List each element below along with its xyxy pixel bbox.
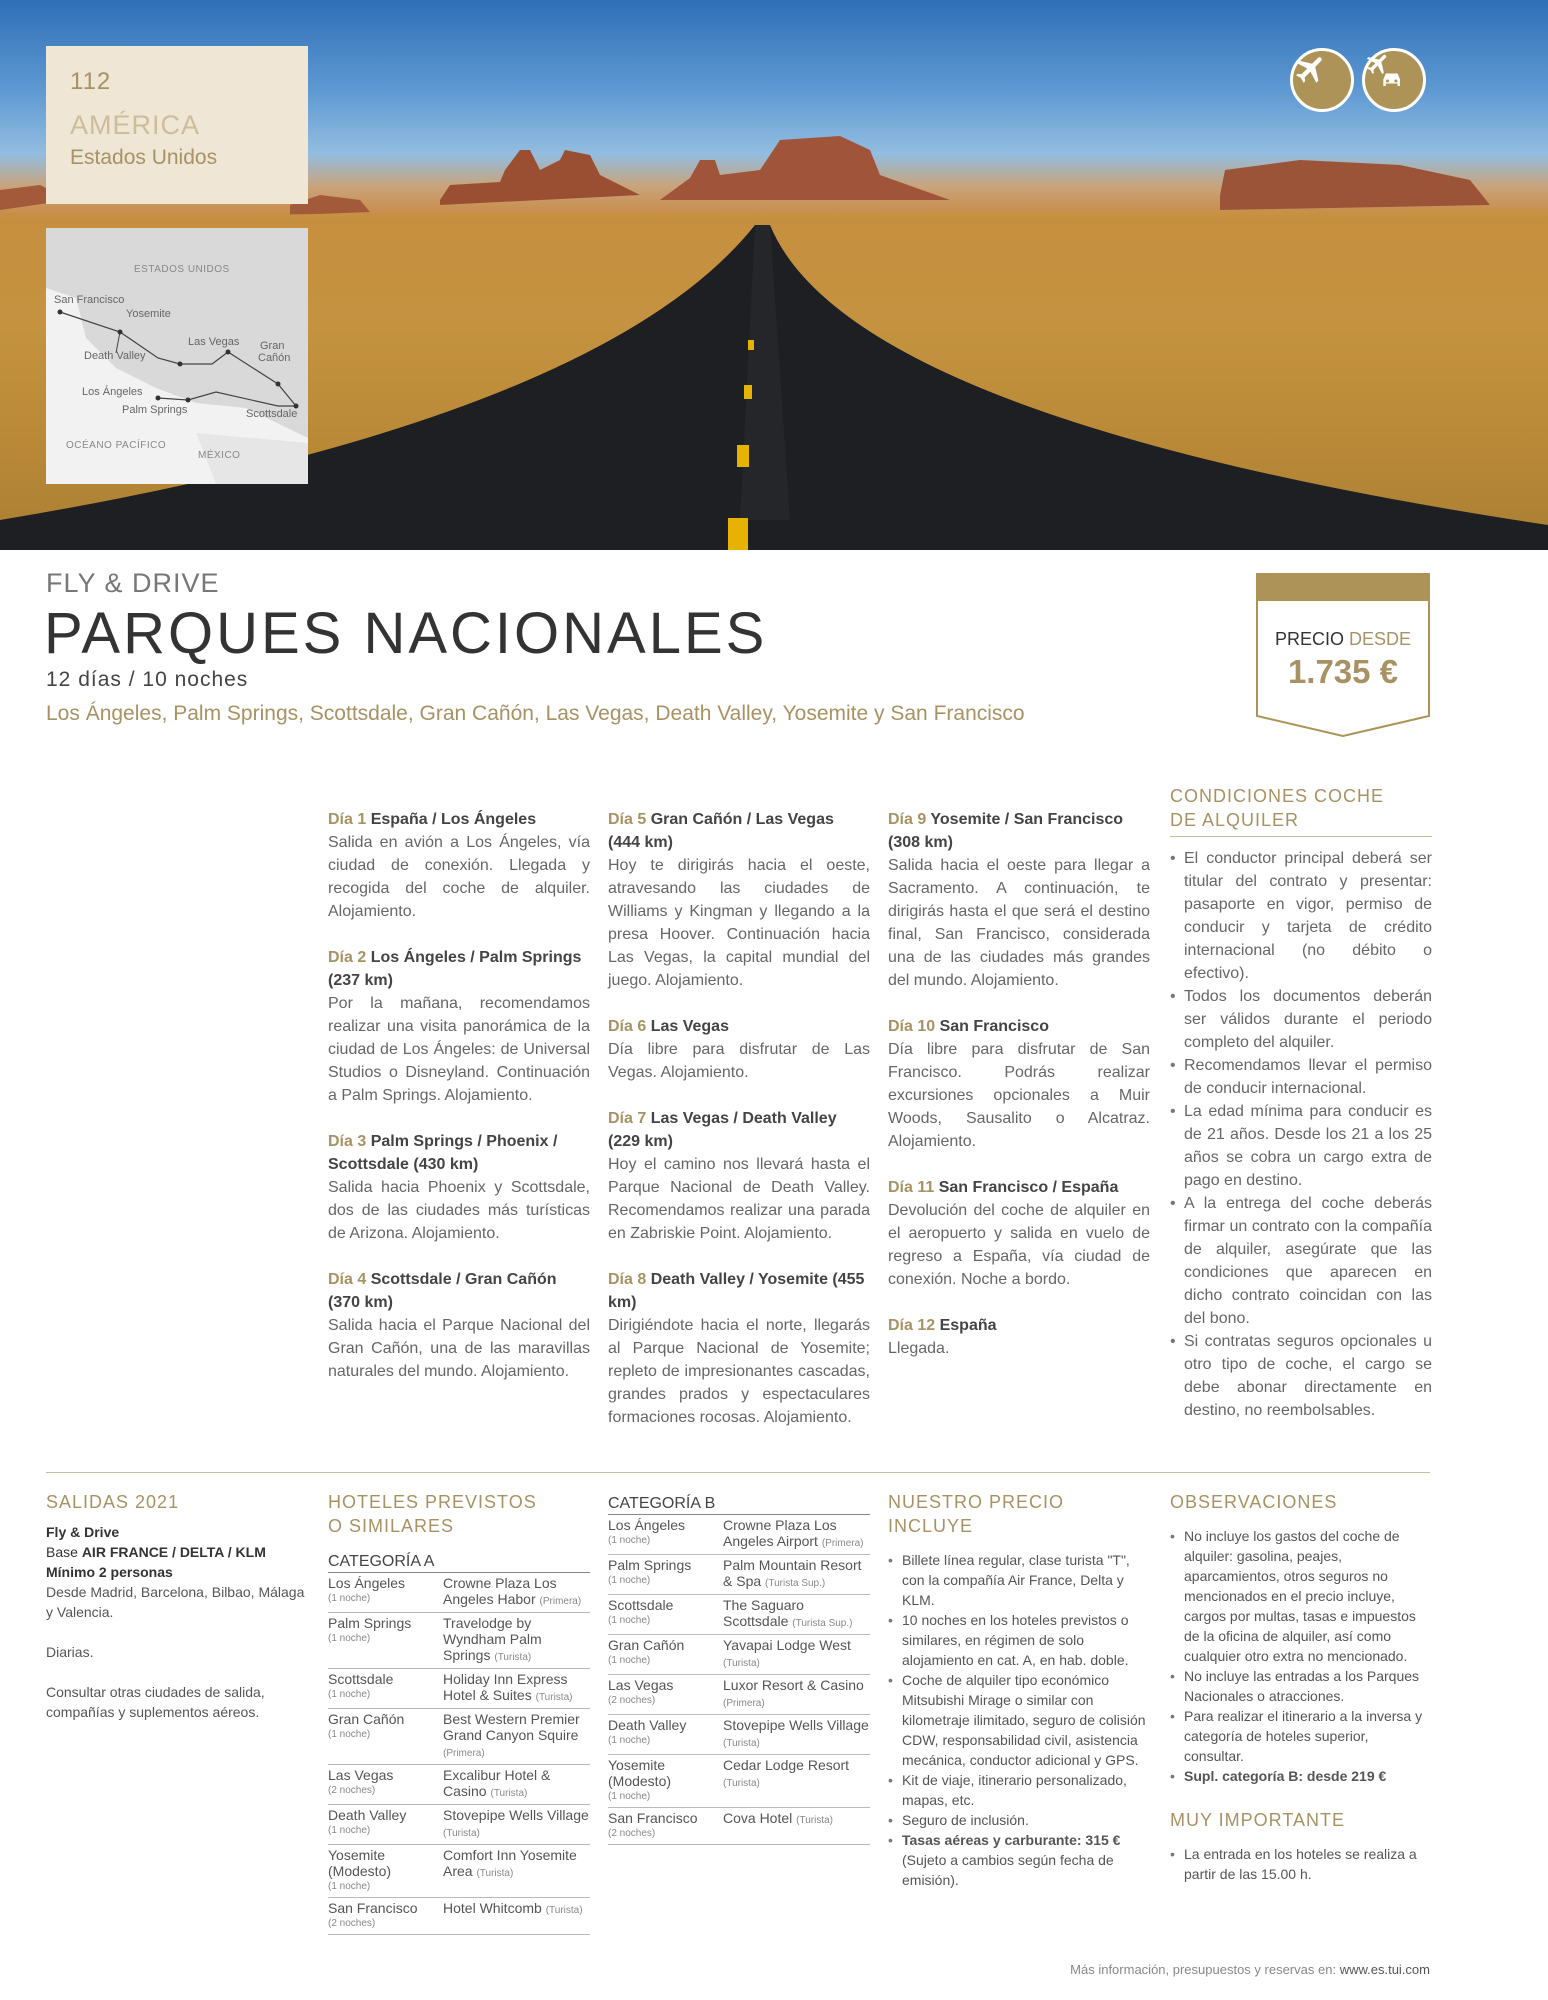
- day-title: Scottsdale / Gran Cañón (370 km): [328, 1271, 557, 1311]
- list-item: • No incluye los gastos del coche de alquiler: gasolina, peajes, aparcamientos, otros seguros no mencionados en el precio incluye, cargos por multas, tasas e impuestos de la oficina de alquiler, así como cualquier otro extra no mencionado.: [1170, 1526, 1432, 1666]
- day-heading: [328, 946, 590, 992]
- hotel-category: (Turista): [490, 1788, 528, 1799]
- supplement-text: Supl. categoría B: desde 219 €: [1184, 1768, 1387, 1784]
- hotel-name: Cedar Lodge Resort: [723, 1757, 850, 1773]
- observations-list: [1170, 1526, 1432, 1786]
- trip-kicker: FLY & DRIVE: [46, 568, 220, 598]
- day-text: Dirigiéndote hacia el norte, llegarás al Parque Nacional de Yosemite; repleto de impresionantes cascadas, grandes prados y espectaculares formaciones rocosas. Alojamiento.: [608, 1317, 870, 1426]
- day-text: Devolución del coche de alquiler en el aeropuerto y salida en vuelo de regreso a España, vía ciudad de conexión. Noche a bordo.: [888, 1202, 1150, 1288]
- day-title: Death Valley / Yosemite (455 km): [608, 1271, 865, 1311]
- country-label: Estados Unidos: [70, 146, 218, 169]
- table-row: [608, 1635, 870, 1675]
- table-row: [328, 1613, 590, 1669]
- important-title: MUY IMPORTANTE: [1170, 1810, 1346, 1830]
- day-title: Las Vegas / Death Valley (229 km): [608, 1110, 837, 1150]
- table-row: [608, 1675, 870, 1715]
- day-entry: [608, 1107, 870, 1245]
- table-row: [328, 1573, 590, 1613]
- hotel-name: Stovepipe Wells Village: [723, 1717, 869, 1733]
- day-title: San Francisco / España: [938, 1179, 1119, 1196]
- page-tag: [46, 46, 308, 204]
- itinerary-column-3: [888, 808, 1150, 1383]
- region-label: AMÉRICA: [70, 110, 201, 140]
- day-entry: [328, 808, 590, 923]
- hotel-name: Excalibur Hotel & Casino: [443, 1767, 551, 1799]
- day-number: Día 6: [608, 1018, 647, 1035]
- page-number: 112: [70, 68, 112, 95]
- hotel-nights: (1 noche): [608, 1791, 651, 1802]
- observations-title: OBSERVACIONES: [1170, 1492, 1338, 1512]
- hotel-name: Yavapai Lodge West: [723, 1637, 851, 1653]
- map-ocean-label: OCÉANO PACÍFICO: [66, 440, 167, 451]
- day-entry: [608, 1015, 870, 1084]
- departures-prefix: Base: [46, 1544, 82, 1560]
- tax-note: (Sujeto a cambios según fecha de emisión).: [902, 1852, 1114, 1888]
- divider: [46, 1472, 1430, 1473]
- hotel-category: (Turista): [443, 1828, 480, 1839]
- day-title: Yosemite / San Francisco (308 km): [888, 811, 1124, 851]
- hotel-table-a: [328, 1573, 590, 1935]
- list-item: • La edad mínima para conducir es de 21 años. Desde los 21 a los 25 años se cobra un cargo extra de pago en destino.: [1170, 1100, 1432, 1192]
- departures-line: [46, 1542, 308, 1562]
- day-text: Hoy te dirigirás hacia el oeste, atravesando las ciudades de Williams y Kingman y llegando a la presa Hoover. Continuación hacia Las Vegas, la capital mundial del juego. Alojamiento.: [608, 857, 870, 989]
- day-title: Los Ángeles / Palm Springs (237 km): [328, 949, 582, 989]
- day-entry: [888, 1176, 1150, 1291]
- hotel-category: (Primera): [539, 1596, 582, 1607]
- departures-airlines: AIR FRANCE / DELTA / KLM: [81, 1544, 266, 1560]
- car-conditions-title-line: CONDICIONES COCHE: [1170, 786, 1385, 806]
- table-row: [608, 1808, 870, 1845]
- day-title: España: [939, 1317, 997, 1334]
- day-entry: [328, 1130, 590, 1245]
- hotels-title: HOTELES PREVISTOS O SIMILARES: [328, 1492, 537, 1536]
- hotel-nights: (2 noches): [328, 1785, 376, 1796]
- hotel-name: Travelodge by Wyndham Palm Springs: [443, 1615, 542, 1663]
- map-mexico-label: MÉXICO: [198, 450, 241, 461]
- day-text: Salida hacia el oeste para llegar a Sacramento. A continuación, te dirigirás hasta el que será el destino final, San Francisco, considerada una de las ciudades más grandes del mundo. Alojamiento.: [888, 857, 1150, 989]
- price-includes-title: NUESTRO PRECIO INCLUYE: [888, 1492, 1065, 1536]
- hotel-nights: (1 noche): [328, 1593, 371, 1604]
- hotel-category: (Turista): [796, 1815, 834, 1826]
- category-b-title: CATEGORÍA B: [608, 1494, 870, 1515]
- day-entry: [608, 808, 870, 992]
- list-item: • El conductor principal deberá ser titular del contrato y presentar: pasaporte en vigor, permiso de conducir y tarjeta de crédito internacional (no débito o efectivo).: [1170, 847, 1432, 985]
- day-number: Día 10: [888, 1018, 936, 1035]
- trip-duration: 12 días / 10 noches: [46, 668, 249, 691]
- hotel-nights: (2 noches): [608, 1695, 656, 1706]
- day-title: Gran Cañón / Las Vegas (444 km): [608, 811, 834, 851]
- hotel-name: Stovepipe Wells Village: [443, 1807, 589, 1823]
- important-list: [1170, 1844, 1432, 1884]
- hotel-nights: (1 noche): [328, 1729, 371, 1740]
- list-item: • 10 noches en los hoteles previstos o similares, en régimen de solo alojamiento en cat. A, en hab. doble.: [888, 1610, 1150, 1670]
- hotel-nights: (1 noche): [608, 1735, 651, 1746]
- map-city-label: Las Vegas: [188, 336, 240, 348]
- map-country-label: ESTADOS UNIDOS: [134, 264, 230, 275]
- hotel-category: (Turista Sup.): [765, 1578, 826, 1589]
- day-entry: [328, 1268, 590, 1383]
- day-heading: [328, 1130, 590, 1176]
- day-entry: [888, 1015, 1150, 1153]
- hotel-name: Crowne Plaza Los Angeles Airport: [723, 1517, 837, 1549]
- hotel-city: Yosemite (Modesto): [328, 1847, 392, 1879]
- hotel-nights: (1 noche): [608, 1655, 651, 1666]
- day-text: Salida en avión a Los Ángeles, vía ciudad de conexión. Llegada y recogida del coche de alquiler. Alojamiento.: [328, 834, 590, 920]
- category-a-title: CATEGORÍA A: [328, 1552, 590, 1573]
- list-item: • Para realizar el itinerario a la inversa y categoría de hoteles superior, consultar.: [1170, 1706, 1432, 1766]
- list-item: • Todos los documentos deberán ser válidos durante el periodo completo del alquiler.: [1170, 985, 1432, 1054]
- hotel-name: Luxor Resort & Casino: [723, 1677, 864, 1693]
- table-row: [328, 1709, 590, 1765]
- car-conditions-title: [1170, 784, 1432, 832]
- departures-line: Fly & Drive: [46, 1524, 120, 1540]
- table-row: [328, 1805, 590, 1845]
- day-entry: [328, 946, 590, 1107]
- hotel-city: Palm Springs: [328, 1615, 412, 1631]
- footer-text: Más información, presupuestos y reservas en:: [1070, 1962, 1337, 1977]
- day-heading: [888, 1314, 1150, 1337]
- hotel-category: (Turista): [723, 1778, 760, 1789]
- table-row: [608, 1515, 870, 1555]
- table-row: [608, 1755, 870, 1808]
- itinerary-column-2: [608, 808, 870, 1452]
- page-title: PARQUES NACIONALES: [44, 601, 768, 666]
- hotel-category: (Turista): [545, 1905, 583, 1916]
- list-item: [1170, 1766, 1432, 1786]
- hotel-category: (Turista): [723, 1738, 760, 1749]
- table-row: [608, 1555, 870, 1595]
- day-text: Día libre para disfrutar de Las Vegas. Alojamiento.: [608, 1041, 870, 1081]
- table-row: [328, 1669, 590, 1709]
- map-city-label: Cañón: [258, 352, 291, 364]
- departures-line: Mínimo 2 personas: [46, 1564, 173, 1580]
- hotel-name: Comfort Inn Yosemite Area: [443, 1847, 577, 1879]
- hotel-city: Death Valley: [328, 1807, 407, 1823]
- hotel-nights: (1 noche): [328, 1825, 371, 1836]
- day-title: España / Los Ángeles: [370, 811, 537, 828]
- day-entry: [608, 1268, 870, 1429]
- hotel-city: Scottsdale: [608, 1597, 674, 1613]
- price-label: [1256, 629, 1430, 650]
- list-item: • Si contratas seguros opcionales u otro tipo de coche, el cargo se debe abonar directamente en destino, no reembolsables.: [1170, 1330, 1432, 1422]
- trip-cities: Los Ángeles, Palm Springs, Scottsdale, Gran Cañón, Las Vegas, Death Valley, Yosemite y San Francisco: [46, 702, 1025, 725]
- price-includes-section: [888, 1490, 1150, 1890]
- list-item: • Recomendamos llevar el permiso de conducir internacional.: [1170, 1054, 1432, 1100]
- departures-line: Desde Madrid, Barcelona, Bilbao, Málaga y Valencia.: [46, 1584, 305, 1620]
- hotel-nights: (1 noche): [328, 1633, 371, 1644]
- day-text: Llegada.: [888, 1340, 950, 1357]
- map-city-label: Palm Springs: [122, 404, 188, 416]
- hero-image: [0, 0, 1548, 550]
- departures-line: Diarias.: [46, 1644, 94, 1660]
- price-label-text: PRECIO: [1274, 629, 1344, 649]
- hotels-section: [328, 1490, 590, 1935]
- car-conditions-title-line: DE ALQUILER: [1170, 810, 1300, 830]
- car-conditions: [1170, 784, 1432, 1422]
- day-title: San Francisco: [939, 1018, 1049, 1035]
- day-heading: [888, 1176, 1150, 1199]
- hotel-category: (Primera): [821, 1538, 864, 1549]
- map-city-label: Death Valley: [84, 350, 146, 362]
- hotel-city: Scottsdale: [328, 1671, 394, 1687]
- departures-line: Consultar otras ciudades de salida, compañías y suplementos aéreos.: [46, 1684, 265, 1720]
- list-item: • A la entrega del coche deberás firmar un contrato con la compañía de alquiler, asegúrate que las condiciones que aparecen en dicho contrato coincidan con las del bono.: [1170, 1192, 1432, 1330]
- hotel-city: San Francisco: [328, 1900, 418, 1916]
- table-row: [328, 1845, 590, 1898]
- hotel-category: (Primera): [723, 1698, 765, 1709]
- hotel-city: Las Vegas: [328, 1767, 394, 1783]
- map-city-label: Gran: [260, 340, 285, 352]
- hotel-city: Gran Cañón: [608, 1637, 685, 1653]
- day-heading: [328, 808, 590, 831]
- hotel-nights: (1 noche): [608, 1535, 651, 1546]
- tax-amount: Tasas aéreas y carburante: 315 €: [902, 1832, 1121, 1848]
- hotel-city: Palm Springs: [608, 1557, 692, 1573]
- day-heading: [608, 808, 870, 854]
- hotel-name: Palm Mountain Resort & Spa: [723, 1557, 862, 1589]
- day-text: Hoy el camino nos llevará hasta el Parque Nacional de Death Valley. Recomendamos realizar una parada en Zabriskie Point. Alojamiento.: [608, 1156, 870, 1242]
- day-number: Día 2: [328, 949, 367, 966]
- price-label-accent: DESDE: [1349, 629, 1412, 649]
- hotel-name: Cova Hotel: [723, 1810, 793, 1826]
- list-item: • No incluye las entradas a los Parques Nacionales o atracciones.: [1170, 1666, 1432, 1706]
- hotel-city: Yosemite (Modesto): [608, 1757, 672, 1789]
- price-value: 1.735 €: [1287, 653, 1399, 690]
- list-item: • La entrada en los hoteles se realiza a partir de las 15.00 h.: [1170, 1844, 1432, 1884]
- hotel-name: Best Western Premier Grand Canyon Squire: [443, 1711, 580, 1743]
- day-entry: [888, 1314, 1150, 1360]
- day-number: Día 3: [328, 1133, 367, 1150]
- day-heading: [888, 808, 1150, 854]
- list-item: [888, 1830, 1150, 1890]
- hotel-nights: (1 noche): [608, 1615, 651, 1626]
- day-text: Salida hacia el Parque Nacional del Gran Cañón, una de las maravillas naturales del mundo. Alojamiento.: [328, 1317, 590, 1380]
- price-badge: [1256, 573, 1430, 737]
- hotel-city: Las Vegas: [608, 1677, 674, 1693]
- table-row: [328, 1898, 590, 1935]
- day-number: Día 9: [888, 811, 927, 828]
- day-title: Palm Springs / Phoenix / Scottsdale (430 km): [328, 1133, 558, 1173]
- map-city-label: Yosemite: [126, 308, 171, 320]
- hotel-name: Crowne Plaza Los Angeles Habor: [443, 1575, 557, 1607]
- day-heading: [888, 1015, 1150, 1038]
- day-title: Las Vegas: [650, 1018, 729, 1035]
- day-heading: [608, 1107, 870, 1153]
- hotel-nights: (2 noches): [608, 1828, 656, 1839]
- divider: [1170, 836, 1432, 837]
- day-text: Día libre para disfrutar de San Francisco. Podrás realizar excursiones opcionales a Muir Woods, Sausalito o Alcatraz. Alojamiento.: [888, 1041, 1150, 1150]
- day-heading: [608, 1268, 870, 1314]
- price-includes-list: [888, 1550, 1150, 1890]
- hotel-category: (Turista): [476, 1868, 514, 1879]
- hotel-name: Holiday Inn Express Hotel & Suites: [443, 1671, 568, 1703]
- hotel-category: (Primera): [443, 1748, 485, 1759]
- list-item: • Billete línea regular, clase turista "T", con la compañía Air France, Delta y KLM.: [888, 1550, 1150, 1610]
- route-map: [46, 228, 308, 484]
- day-number: Día 8: [608, 1271, 647, 1288]
- footer: [1070, 1962, 1430, 1977]
- itinerary-column-1: [328, 808, 590, 1406]
- map-city-label: Los Ángeles: [82, 386, 143, 398]
- hotel-city: Death Valley: [608, 1717, 687, 1733]
- footer-link[interactable]: www.es.tui.com: [1339, 1962, 1430, 1977]
- list-item: • Seguro de inclusión.: [888, 1810, 1150, 1830]
- day-number: Día 1: [328, 811, 367, 828]
- hotels-category-b: [608, 1490, 870, 1845]
- departures-section: [46, 1490, 308, 1722]
- hotel-category: (Turista): [535, 1692, 573, 1703]
- day-heading: [608, 1015, 870, 1038]
- hotel-name: The Saguaro Scottsdale: [723, 1597, 804, 1629]
- hotel-city: Gran Cañón: [328, 1711, 405, 1727]
- day-number: Día 5: [608, 811, 647, 828]
- hotel-nights: (1 noche): [328, 1689, 371, 1700]
- day-number: Día 12: [888, 1317, 936, 1334]
- hotel-category: (Turista): [494, 1652, 532, 1663]
- hotel-name: Hotel Whitcomb: [443, 1900, 542, 1916]
- observations-section: [1170, 1490, 1432, 1884]
- hotel-city: Los Ángeles: [328, 1575, 406, 1591]
- hotel-category: (Turista): [723, 1658, 760, 1669]
- list-item: • Coche de alquiler tipo económico Mitsubishi Mirage o similar con kilometraje ilimitado, seguro de colisión CDW, responsabilidad civil, asistencia mecánica, conductor adicional y GPS.: [888, 1670, 1150, 1770]
- hotel-nights: (1 noche): [608, 1575, 651, 1586]
- hotel-nights: (1 noche): [328, 1881, 371, 1892]
- day-text: Salida hacia Phoenix y Scottsdale, dos de las ciudades más turísticas de Arizona. Alojamiento.: [328, 1179, 590, 1242]
- table-row: [328, 1765, 590, 1805]
- car-conditions-list: [1170, 847, 1432, 1422]
- hotel-table-b: [608, 1515, 870, 1845]
- day-number: Día 11: [888, 1179, 935, 1196]
- departures-title: SALIDAS 2021: [46, 1492, 180, 1512]
- hotel-nights: (2 noches): [328, 1918, 376, 1929]
- day-entry: [888, 808, 1150, 992]
- hotel-city: San Francisco: [608, 1810, 698, 1826]
- airplane-icon: [1290, 48, 1354, 112]
- table-row: [608, 1715, 870, 1755]
- day-number: Día 7: [608, 1110, 647, 1127]
- plane-car-icon: [1362, 48, 1426, 112]
- day-heading: [328, 1268, 590, 1314]
- map-city-label: Scottsdale: [246, 408, 298, 420]
- table-row: [608, 1595, 870, 1635]
- day-number: Día 4: [328, 1271, 367, 1288]
- hotel-city: Los Ángeles: [608, 1517, 686, 1533]
- day-text: Por la mañana, recomendamos realizar una visita panorámica de la ciudad de Los Ángeles: de Universal Studios o Disneyland. Continuación a Palm Springs. Alojamiento.: [328, 995, 590, 1104]
- map-city-label: San Francisco: [54, 294, 125, 306]
- list-item: • Kit de viaje, itinerario personalizado, mapas, etc.: [888, 1770, 1150, 1810]
- hotel-category: (Turista Sup.): [792, 1618, 853, 1629]
